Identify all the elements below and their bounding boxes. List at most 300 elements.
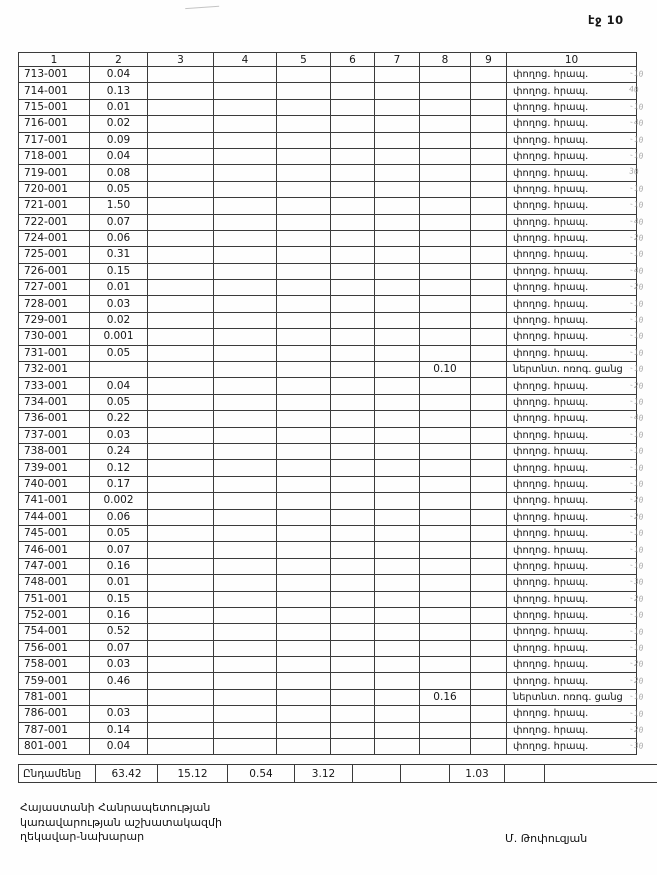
cell-col-3 <box>148 280 214 296</box>
total-table <box>18 764 657 783</box>
margin-mark: -10 <box>628 396 644 407</box>
scan-noise-mark <box>185 1 219 9</box>
cell-col-10: փողոց. հրապ. <box>507 394 637 410</box>
cell-col-4 <box>214 394 277 410</box>
cell-col-10: փողոց. հրապ. <box>507 345 637 361</box>
cell-col-8 <box>420 247 471 263</box>
cell-col-5 <box>277 591 331 607</box>
cell-col-2: 0.31 <box>90 247 148 263</box>
cell-col-7 <box>375 739 420 755</box>
cell-col-9 <box>471 329 507 345</box>
cell-col-10: փողոց. հրապ. <box>507 591 637 607</box>
cell-col-7 <box>375 722 420 738</box>
cell-col-10: փողոց. հրապ. <box>507 99 637 115</box>
table-row <box>19 575 637 591</box>
margin-mark: -10 <box>628 314 644 325</box>
cell-col-2: 0.14 <box>90 722 148 738</box>
cell-col-6 <box>331 542 375 558</box>
cell-col-7 <box>375 67 420 83</box>
cell-col-1: 787-001 <box>19 722 90 738</box>
table-row <box>19 509 637 525</box>
cell-col-9 <box>471 394 507 410</box>
cell-col-7 <box>375 263 420 279</box>
table-row <box>19 394 637 410</box>
cell-col-8 <box>420 706 471 722</box>
cell-col-9 <box>471 427 507 443</box>
cell-col-4 <box>214 181 277 197</box>
cell-col-3 <box>148 558 214 574</box>
cell-col-3 <box>148 132 214 148</box>
cell-col-5 <box>277 509 331 525</box>
cell-col-6 <box>331 263 375 279</box>
cell-col-7 <box>375 312 420 328</box>
margin-mark: -20 <box>628 494 644 506</box>
cell-col-6 <box>331 99 375 115</box>
cell-col-5 <box>277 165 331 181</box>
cell-col-2: 0.01 <box>90 575 148 591</box>
cell-col-10: փողոց. հրապ. <box>507 312 637 328</box>
cell-col-1: 786-001 <box>19 706 90 722</box>
table-row <box>19 296 637 312</box>
header-cell-9: 9 <box>471 53 507 67</box>
cell-col-8 <box>420 607 471 623</box>
cell-col-9 <box>471 263 507 279</box>
header-cell-3: 3 <box>148 53 214 67</box>
cell-col-4 <box>214 214 277 230</box>
cell-col-3 <box>148 624 214 640</box>
cell-col-5 <box>277 148 331 164</box>
margin-mark: -10 <box>628 560 644 571</box>
cell-col-2: 0.05 <box>90 345 148 361</box>
table-row <box>19 280 637 296</box>
cell-col-5 <box>277 411 331 427</box>
cell-col-1: 738-001 <box>19 443 90 459</box>
cell-col-5 <box>277 476 331 492</box>
cell-col-2: 0.06 <box>90 230 148 246</box>
table-row <box>19 706 637 722</box>
cell-col-5 <box>277 296 331 312</box>
table-header <box>19 53 637 67</box>
cell-col-3 <box>148 296 214 312</box>
cell-col-10: փողոց. հրապ. <box>507 542 637 558</box>
header-cell-2: 2 <box>90 53 148 67</box>
cell-col-4 <box>214 542 277 558</box>
cell-col-4 <box>214 460 277 476</box>
cell-col-8 <box>420 558 471 574</box>
cell-col-5 <box>277 722 331 738</box>
cell-col-2: 0.15 <box>90 591 148 607</box>
cell-col-1: 754-001 <box>19 624 90 640</box>
cell-col-7 <box>375 575 420 591</box>
cell-col-3 <box>148 214 214 230</box>
margin-mark: -10 <box>628 330 644 342</box>
cell-col-4 <box>214 116 277 132</box>
cell-col-10: փողոց. հրապ. <box>507 181 637 197</box>
cell-col-9 <box>471 362 507 378</box>
cell-col-6 <box>331 362 375 378</box>
cell-col-6 <box>331 509 375 525</box>
cell-col-10: փողոց. հրապ. <box>507 230 637 246</box>
cell-col-1: 727-001 <box>19 280 90 296</box>
cell-col-8 <box>420 640 471 656</box>
cell-col-10: փողոց. հրապ. <box>507 509 637 525</box>
cell-col-8 <box>420 116 471 132</box>
margin-mark: -30 <box>628 740 644 752</box>
cell-col-10: փողոց. հրապ. <box>507 116 637 132</box>
cell-col-5 <box>277 558 331 574</box>
cell-col-9 <box>471 525 507 541</box>
total-row <box>19 765 657 783</box>
cell-col-1: 740-001 <box>19 476 90 492</box>
margin-mark: -20 <box>628 281 644 293</box>
total-col-9 <box>505 765 545 783</box>
cell-col-5 <box>277 362 331 378</box>
cell-col-10: փողոց. հրապ. <box>507 67 637 83</box>
cell-col-7 <box>375 673 420 689</box>
margin-mark: -10 <box>628 248 644 260</box>
cell-col-9 <box>471 443 507 459</box>
cell-col-6 <box>331 214 375 230</box>
cell-col-3 <box>148 181 214 197</box>
cell-col-2: 0.01 <box>90 99 148 115</box>
cell-col-1: 717-001 <box>19 132 90 148</box>
cell-col-6 <box>331 148 375 164</box>
table-row <box>19 689 637 705</box>
cell-col-6 <box>331 411 375 427</box>
cell-col-1: 751-001 <box>19 591 90 607</box>
table-row <box>19 558 637 574</box>
cell-col-10: փողոց. հրապ. <box>507 722 637 738</box>
total-col-4: 0.54 <box>228 765 295 783</box>
cell-col-5 <box>277 312 331 328</box>
table-row <box>19 362 637 378</box>
cell-col-6 <box>331 493 375 509</box>
margin-mark: -10 <box>628 461 644 473</box>
cell-col-8 <box>420 263 471 279</box>
cell-col-7 <box>375 378 420 394</box>
cell-col-7 <box>375 476 420 492</box>
cell-col-6 <box>331 739 375 755</box>
cell-col-1: 733-001 <box>19 378 90 394</box>
cell-col-3 <box>148 116 214 132</box>
cell-col-6 <box>331 378 375 394</box>
cell-col-10: փողոց. հրապ. <box>507 673 637 689</box>
footer-org-line-3: ղեկավար-նախարար <box>20 830 145 843</box>
cell-col-2: 0.13 <box>90 83 148 99</box>
cell-col-1: 721-001 <box>19 198 90 214</box>
cell-col-4 <box>214 739 277 755</box>
cell-col-4 <box>214 493 277 509</box>
cell-col-3 <box>148 509 214 525</box>
cell-col-5 <box>277 525 331 541</box>
cell-col-7 <box>375 411 420 427</box>
cell-col-6 <box>331 181 375 197</box>
table-row <box>19 312 637 328</box>
cell-col-6 <box>331 67 375 83</box>
margin-mark: -10 <box>628 182 644 194</box>
cell-col-6 <box>331 722 375 738</box>
cell-col-7 <box>375 83 420 99</box>
cell-col-1: 758-001 <box>19 657 90 673</box>
cell-col-3 <box>148 542 214 558</box>
cell-col-1: 759-001 <box>19 673 90 689</box>
cell-col-5 <box>277 443 331 459</box>
cell-col-9 <box>471 624 507 640</box>
cell-col-1: 745-001 <box>19 525 90 541</box>
cell-col-4 <box>214 476 277 492</box>
cell-col-1: 728-001 <box>19 296 90 312</box>
cell-col-6 <box>331 230 375 246</box>
cell-col-4 <box>214 706 277 722</box>
table-row <box>19 460 637 476</box>
cell-col-10: փողոց. հրապ. <box>507 739 637 755</box>
margin-mark: -20 <box>628 724 644 735</box>
cell-col-9 <box>471 67 507 83</box>
margin-mark: 30 <box>628 166 640 177</box>
cell-col-7 <box>375 689 420 705</box>
cell-col-9 <box>471 99 507 115</box>
cell-col-9 <box>471 247 507 263</box>
cell-col-7 <box>375 345 420 361</box>
cell-col-3 <box>148 739 214 755</box>
margin-mark: -40 <box>628 264 644 276</box>
cell-col-9 <box>471 689 507 705</box>
cell-col-3 <box>148 657 214 673</box>
cell-col-4 <box>214 99 277 115</box>
margin-mark: -40 <box>628 215 644 227</box>
cell-col-7 <box>375 558 420 574</box>
cell-col-9 <box>471 296 507 312</box>
cell-col-3 <box>148 67 214 83</box>
cell-col-10: փողոց. հրապ. <box>507 132 637 148</box>
cell-col-10: փողոց. հրապ. <box>507 706 637 722</box>
margin-mark: -20 <box>628 379 644 391</box>
cell-col-9 <box>471 657 507 673</box>
cell-col-1: 781-001 <box>19 689 90 705</box>
cell-col-4 <box>214 411 277 427</box>
cell-col-6 <box>331 624 375 640</box>
cell-col-7 <box>375 247 420 263</box>
header-row <box>19 53 637 67</box>
cell-col-1: 737-001 <box>19 427 90 443</box>
cell-col-8 <box>420 509 471 525</box>
cell-col-1: 730-001 <box>19 329 90 345</box>
cell-col-9 <box>471 476 507 492</box>
table-row <box>19 165 637 181</box>
cell-col-2: 0.05 <box>90 394 148 410</box>
cell-col-10: փողոց. հրապ. <box>507 198 637 214</box>
cell-col-10: փողոց. հրապ. <box>507 575 637 591</box>
cell-col-6 <box>331 460 375 476</box>
cell-col-5 <box>277 280 331 296</box>
cell-col-1: 714-001 <box>19 83 90 99</box>
cell-col-9 <box>471 722 507 738</box>
cell-col-9 <box>471 460 507 476</box>
cell-col-1: 729-001 <box>19 312 90 328</box>
cell-col-4 <box>214 280 277 296</box>
margin-mark: -40 <box>628 117 644 129</box>
table-row <box>19 148 637 164</box>
cell-col-5 <box>277 575 331 591</box>
cell-col-3 <box>148 722 214 738</box>
cell-col-4 <box>214 689 277 705</box>
cell-col-9 <box>471 558 507 574</box>
cell-col-4 <box>214 230 277 246</box>
cell-col-6 <box>331 83 375 99</box>
cell-col-3 <box>148 493 214 509</box>
cell-col-3 <box>148 230 214 246</box>
margin-mark: -10 <box>628 527 644 539</box>
table-row <box>19 640 637 656</box>
cell-col-2: 0.03 <box>90 706 148 722</box>
cell-col-2: 0.01 <box>90 280 148 296</box>
cell-col-9 <box>471 575 507 591</box>
cell-col-6 <box>331 312 375 328</box>
cell-col-3 <box>148 263 214 279</box>
cell-col-1: 741-001 <box>19 493 90 509</box>
cell-col-4 <box>214 165 277 181</box>
cell-col-4 <box>214 247 277 263</box>
cell-col-4 <box>214 427 277 443</box>
cell-col-4 <box>214 640 277 656</box>
cell-col-5 <box>277 657 331 673</box>
cell-col-2: 0.02 <box>90 116 148 132</box>
cell-col-10: փողոց. հրապ. <box>507 640 637 656</box>
cell-col-7 <box>375 591 420 607</box>
cell-col-6 <box>331 591 375 607</box>
cell-col-9 <box>471 607 507 623</box>
cell-col-7 <box>375 329 420 345</box>
cell-col-4 <box>214 443 277 459</box>
margin-mark: 40 <box>628 84 640 95</box>
cell-col-8 <box>420 198 471 214</box>
table-row <box>19 214 637 230</box>
cell-col-2: 0.07 <box>90 640 148 656</box>
cell-col-10: փողոց. հրապ. <box>507 165 637 181</box>
cell-col-6 <box>331 706 375 722</box>
cell-col-1: 713-001 <box>19 67 90 83</box>
cell-col-10: փողոց. հրապ. <box>507 247 637 263</box>
margin-mark: -40 <box>628 412 644 424</box>
cell-col-4 <box>214 657 277 673</box>
cell-col-1: 752-001 <box>19 607 90 623</box>
cell-col-8 <box>420 493 471 509</box>
cell-col-7 <box>375 427 420 443</box>
cell-col-9 <box>471 198 507 214</box>
cell-col-3 <box>148 345 214 361</box>
table-row <box>19 198 637 214</box>
margin-mark: -10 <box>628 100 644 112</box>
cell-col-8: 0.16 <box>420 689 471 705</box>
cell-col-2: 0.46 <box>90 673 148 689</box>
cell-col-2: 0.22 <box>90 411 148 427</box>
margin-mark: -10 <box>628 297 644 309</box>
cell-col-3 <box>148 83 214 99</box>
cell-col-6 <box>331 296 375 312</box>
margin-mark: -10 <box>628 199 644 211</box>
table-row <box>19 67 637 83</box>
cell-col-2: 0.04 <box>90 148 148 164</box>
cell-col-9 <box>471 280 507 296</box>
cell-col-5 <box>277 394 331 410</box>
cell-col-5 <box>277 427 331 443</box>
cell-col-6 <box>331 198 375 214</box>
cell-col-9 <box>471 83 507 99</box>
cell-col-2: 0.09 <box>90 132 148 148</box>
cell-col-10: փողոց. հրապ. <box>507 443 637 459</box>
cell-col-1: 736-001 <box>19 411 90 427</box>
cell-col-3 <box>148 247 214 263</box>
cell-col-5 <box>277 607 331 623</box>
margin-mark: -30 <box>628 576 644 588</box>
cell-col-8 <box>420 460 471 476</box>
cell-col-7 <box>375 542 420 558</box>
cell-col-9 <box>471 591 507 607</box>
cell-col-7 <box>375 525 420 541</box>
cell-col-8 <box>420 345 471 361</box>
cell-col-1: 747-001 <box>19 558 90 574</box>
cell-col-3 <box>148 706 214 722</box>
cell-col-2: 0.08 <box>90 165 148 181</box>
cell-col-6 <box>331 640 375 656</box>
table-row <box>19 263 637 279</box>
margin-mark: -10 <box>628 478 644 489</box>
cell-col-1: 720-001 <box>19 181 90 197</box>
header-cell-4: 4 <box>214 53 277 67</box>
table-row <box>19 493 637 509</box>
cell-col-7 <box>375 706 420 722</box>
cell-col-1: 739-001 <box>19 460 90 476</box>
cell-col-8 <box>420 542 471 558</box>
margin-mark: -20 <box>628 232 644 243</box>
cell-col-8 <box>420 411 471 427</box>
cell-col-2: 0.02 <box>90 312 148 328</box>
cell-col-3 <box>148 673 214 689</box>
cell-col-2: 0.04 <box>90 378 148 394</box>
cell-col-9 <box>471 542 507 558</box>
cell-col-2: 0.03 <box>90 296 148 312</box>
cell-col-8 <box>420 214 471 230</box>
cell-col-6 <box>331 607 375 623</box>
margin-mark: -10 <box>628 346 644 358</box>
cell-col-10: փողոց. հրապ. <box>507 214 637 230</box>
table-body <box>19 67 640 755</box>
table-row <box>19 607 637 623</box>
cell-col-1: 732-001 <box>19 362 90 378</box>
cell-col-8 <box>420 67 471 83</box>
cell-col-6 <box>331 525 375 541</box>
total-label: Ընդամենը <box>19 765 96 783</box>
cell-col-4 <box>214 722 277 738</box>
margin-mark: -10 <box>628 363 644 375</box>
margin-mark: -10 <box>628 707 644 719</box>
cell-col-3 <box>148 689 214 705</box>
footer-block <box>20 801 222 845</box>
cell-col-7 <box>375 148 420 164</box>
cell-col-10: փողոց. հրապ. <box>507 525 637 541</box>
margin-mark: -10 <box>628 150 644 161</box>
table-row <box>19 230 637 246</box>
cell-col-8 <box>420 280 471 296</box>
cell-col-7 <box>375 99 420 115</box>
margin-mark: -10 <box>628 625 644 637</box>
table-row <box>19 476 637 492</box>
margin-mark: -10 <box>628 428 644 440</box>
cell-col-10: ներտնտ. ոռոգ. ցանց <box>507 689 637 705</box>
cell-col-1: 746-001 <box>19 542 90 558</box>
header-cell-6: 6 <box>331 53 375 67</box>
table-row <box>19 181 637 197</box>
